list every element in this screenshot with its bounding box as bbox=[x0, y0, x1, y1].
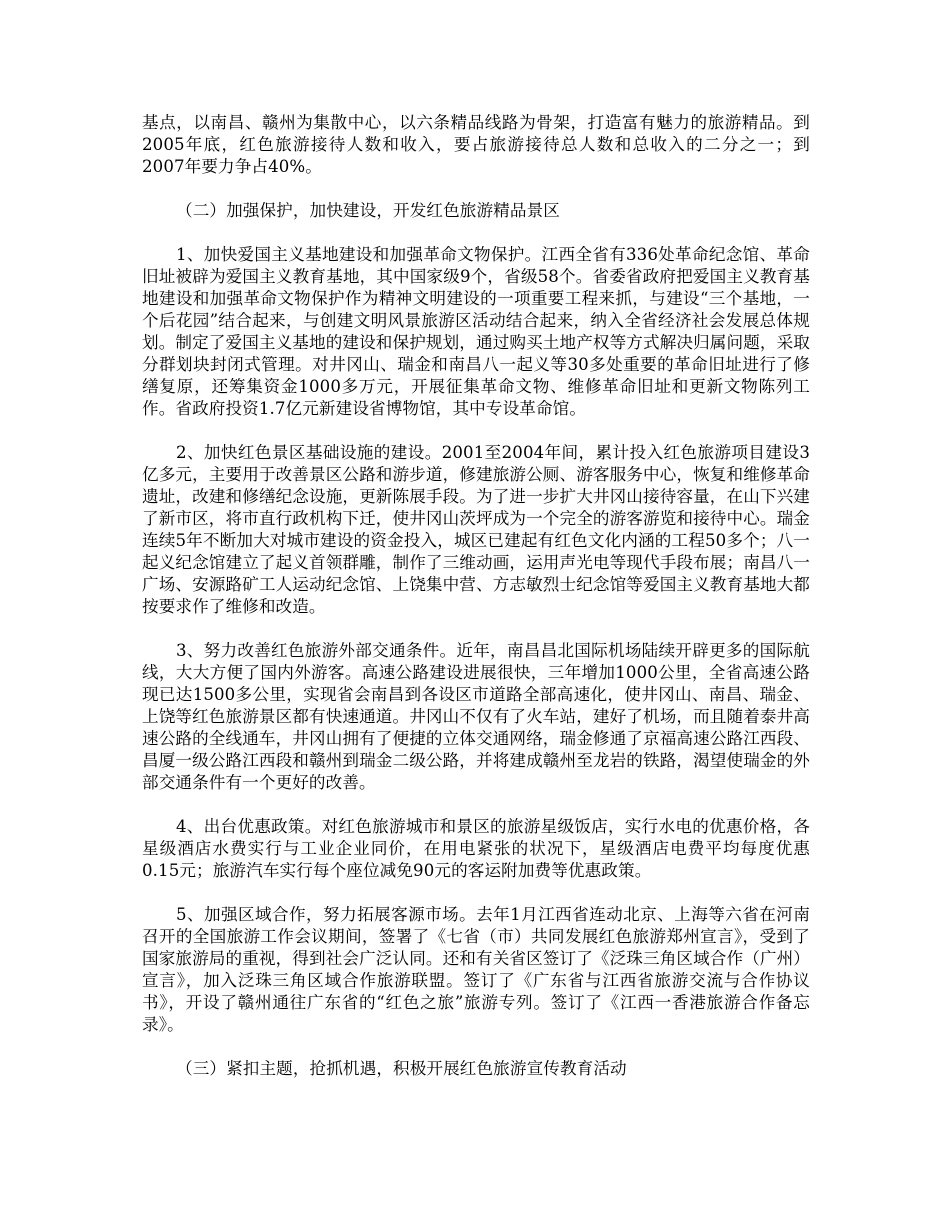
paragraph-3: 3、努力改善红色旅游外部交通条件。近年，南昌昌北国际机场陆续开辟更多的国际航线，大大方便了国内外游客。高速公路建设进展很快，三年增加1000公里，全省高速公路现已达1500多公里，实现省会南昌到各设区市道路全部高速化，使井冈山、南昌、瑞金、上饶等红色旅游景区都有快速通道。井冈山不仅有了火车站，建好了机场，而且随着泰井高速公路的全线通车，井冈山拥有了便捷的立体交通网络，瑞金修通了京福高速公路江西段、昌厦一级公路江西段和赣州到瑞金二级公路，并将建成赣州至龙岩的铁路，渴望使瑞金的外部交通条件有一个更好的改善。 bbox=[142, 641, 810, 792]
paragraph-5: 5、加强区域合作，努力拓展客源市场。去年1月江西省连动北京、上海等六省在河南召开的全国旅游工作会议期间，签署了《七省（市）共同发展红色旅游郑州宣言》，受到了国家旅游局的重视，得到社会广泛认同。还和有关省区签订了《泛珠三角区域合作（广州）宣言》，加入泛珠三角区域合作旅游联盟。签订了《广东省与江西省旅游交流与合作协议书》，开设了赣州通往广东省的“红色之旅”旅游专列。签订了《江西一香港旅游合作备忘录》。 bbox=[142, 905, 810, 1034]
paragraph-2: 2、加快红色景区基础设施的建设。2001至2004年间，累计投入红色旅游项目建设3亿多元，主要用于改善景区公路和游步道，修建旅游公厕、游客服务中心，恢复和维修革命遗址，改建和修缮纪念设施，更新陈展手段。为了进一步扩大井冈山接待容量，在山下兴建了新市区，将市直行政机构下迁，使井冈山茨坪成为一个完全的游客游览和接待中心。瑞金连续5年不断加大对城市建设的资金投入，城区已建起有红色文化内涵的工程50多个；八一起义纪念馆建立了起义首领群雕，制作了三维动画，运用声光电等现代手段布展；南昌八一广场、安源路矿工人运动纪念馆、上饶集中营、方志敏烈士纪念馆等爱国主义教育基地大都按要求作了维修和改造。 bbox=[142, 443, 810, 616]
intro-paragraph: 基点，以南昌、赣州为集散中心，以六条精品线路为骨架，打造富有魅力的旅游精品。到2005年底，红色旅游接待人数和收入，要占旅游接待总人数和总收入的二分之一；到2007年要力争占40%。 bbox=[142, 113, 810, 176]
section-3-heading: （三）紧扣主题，抢抓机遇，积极开展红色旅游宣传教育活动 bbox=[176, 1059, 627, 1078]
paragraph-1: 1、加快爱国主义基地建设和加强革命文物保护。江西全省有336处革命纪念馆、革命旧址被辟为爱国主义教育基地，其中国家级9个，省级58个。省委省政府把爱国主义教育基地建设和加强革命文物保护作为精神文明建设的一项重要工程来抓，与建设“三个基地，一个后花园”结合起来，与创建文明风景旅游区活动结合起来，纳入全省经济社会发展总体规划。制定了爱国主义基地的建设和保护规划，通过购买土地产权等方式解决归属问题，采取分群划块封闭式管理。对井冈山、瑞金和南昌八一起义等30多处重要的革命旧址进行了修缮复原，还筹集资金1000多万元，开展征集革命文物、维修革命旧址和更新文物陈列工作。省政府投资1.7亿元新建设省博物馆，其中专设革命馆。 bbox=[142, 245, 810, 418]
document-body bbox=[142, 112, 810, 1102]
paragraph-4: 4、出台优惠政策。对红色旅游城市和景区的旅游星级饭店，实行水电的优惠价格，各星级酒店水费实行与工业企业同价，在用电紧张的状况下，星级酒店电费平均每度优惠0.15元；旅游汽车实行每个座位减免90元的客运附加费等优惠政策。 bbox=[142, 817, 810, 880]
section-2-heading: （二）加强保护，加快建设，开发红色旅游精品景区 bbox=[176, 201, 560, 220]
